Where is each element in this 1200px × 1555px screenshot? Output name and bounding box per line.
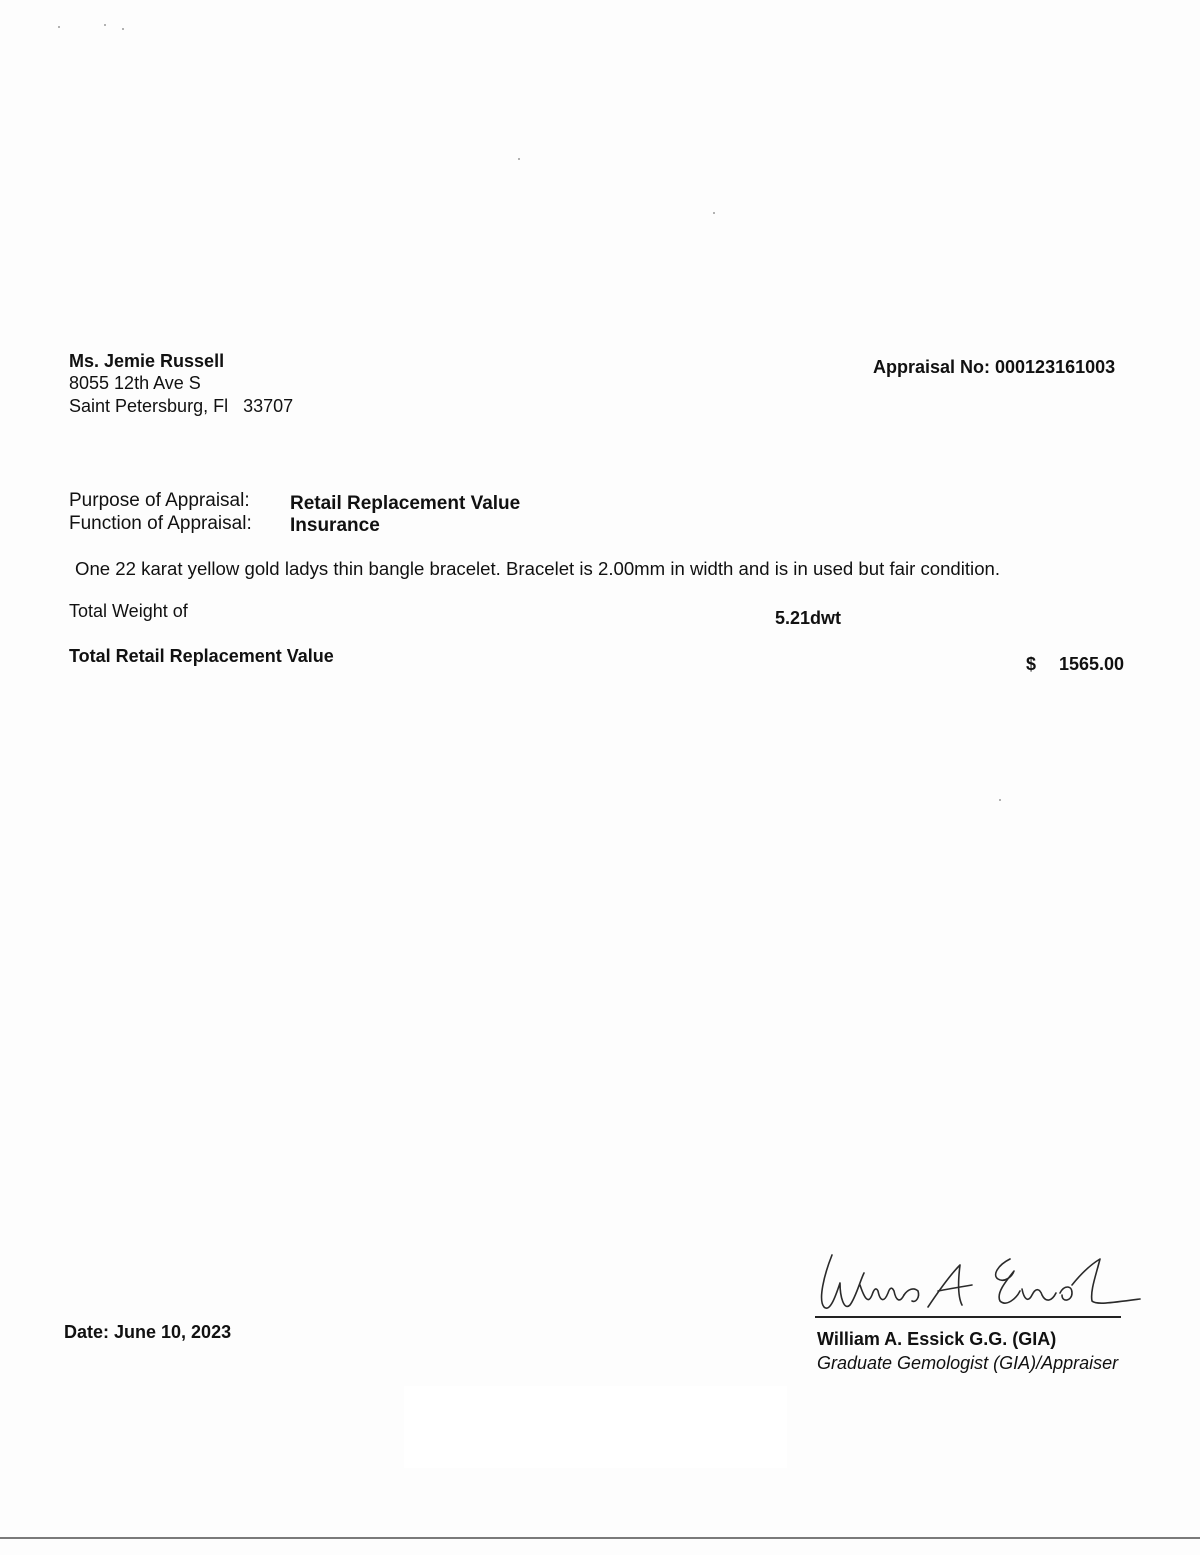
signature-line (815, 1316, 1121, 1318)
blank-area (404, 1386, 787, 1468)
appraiser-title: Graduate Gemologist (GIA)/Appraiser (817, 1353, 1119, 1373)
recipient-city-state-zip: Saint Petersburg, Fl 33707 (69, 396, 294, 416)
scan-speck (518, 158, 520, 160)
total-value-label: Total Retail Replacement Value (69, 646, 334, 666)
purpose-value: Retail Replacement Value (290, 493, 521, 514)
total-value-currency: $ (1026, 654, 1037, 674)
total-weight-label: Total Weight of (69, 601, 188, 621)
function-label: Function of Appraisal: (69, 513, 252, 534)
scan-speck (122, 28, 124, 30)
scan-speck (58, 26, 60, 28)
appraisal-number: Appraisal No: 000123161003 (873, 357, 1116, 377)
recipient-street: 8055 12th Ave S (69, 373, 201, 393)
recipient-name: Ms. Jemie Russell (69, 351, 225, 371)
handwritten-signature (810, 1245, 1150, 1325)
scan-speck (104, 24, 106, 26)
total-weight-value: 5.21dwt (775, 608, 842, 628)
function-value: Insurance (290, 515, 380, 536)
purpose-label: Purpose of Appraisal: (69, 490, 250, 511)
total-value-amount: 1565.00 (1059, 654, 1125, 674)
item-description: One 22 karat yellow gold ladys thin bangle bracelet. Bracelet is 2.00mm in width and is in used but fair condition. (75, 558, 1001, 579)
scan-speck (713, 212, 715, 214)
scan-speck (999, 799, 1001, 801)
page-bottom-edge (0, 1537, 1200, 1539)
appraisal-date: Date: June 10, 2023 (64, 1322, 232, 1342)
appraiser-name: William A. Essick G.G. (GIA) (817, 1329, 1057, 1349)
